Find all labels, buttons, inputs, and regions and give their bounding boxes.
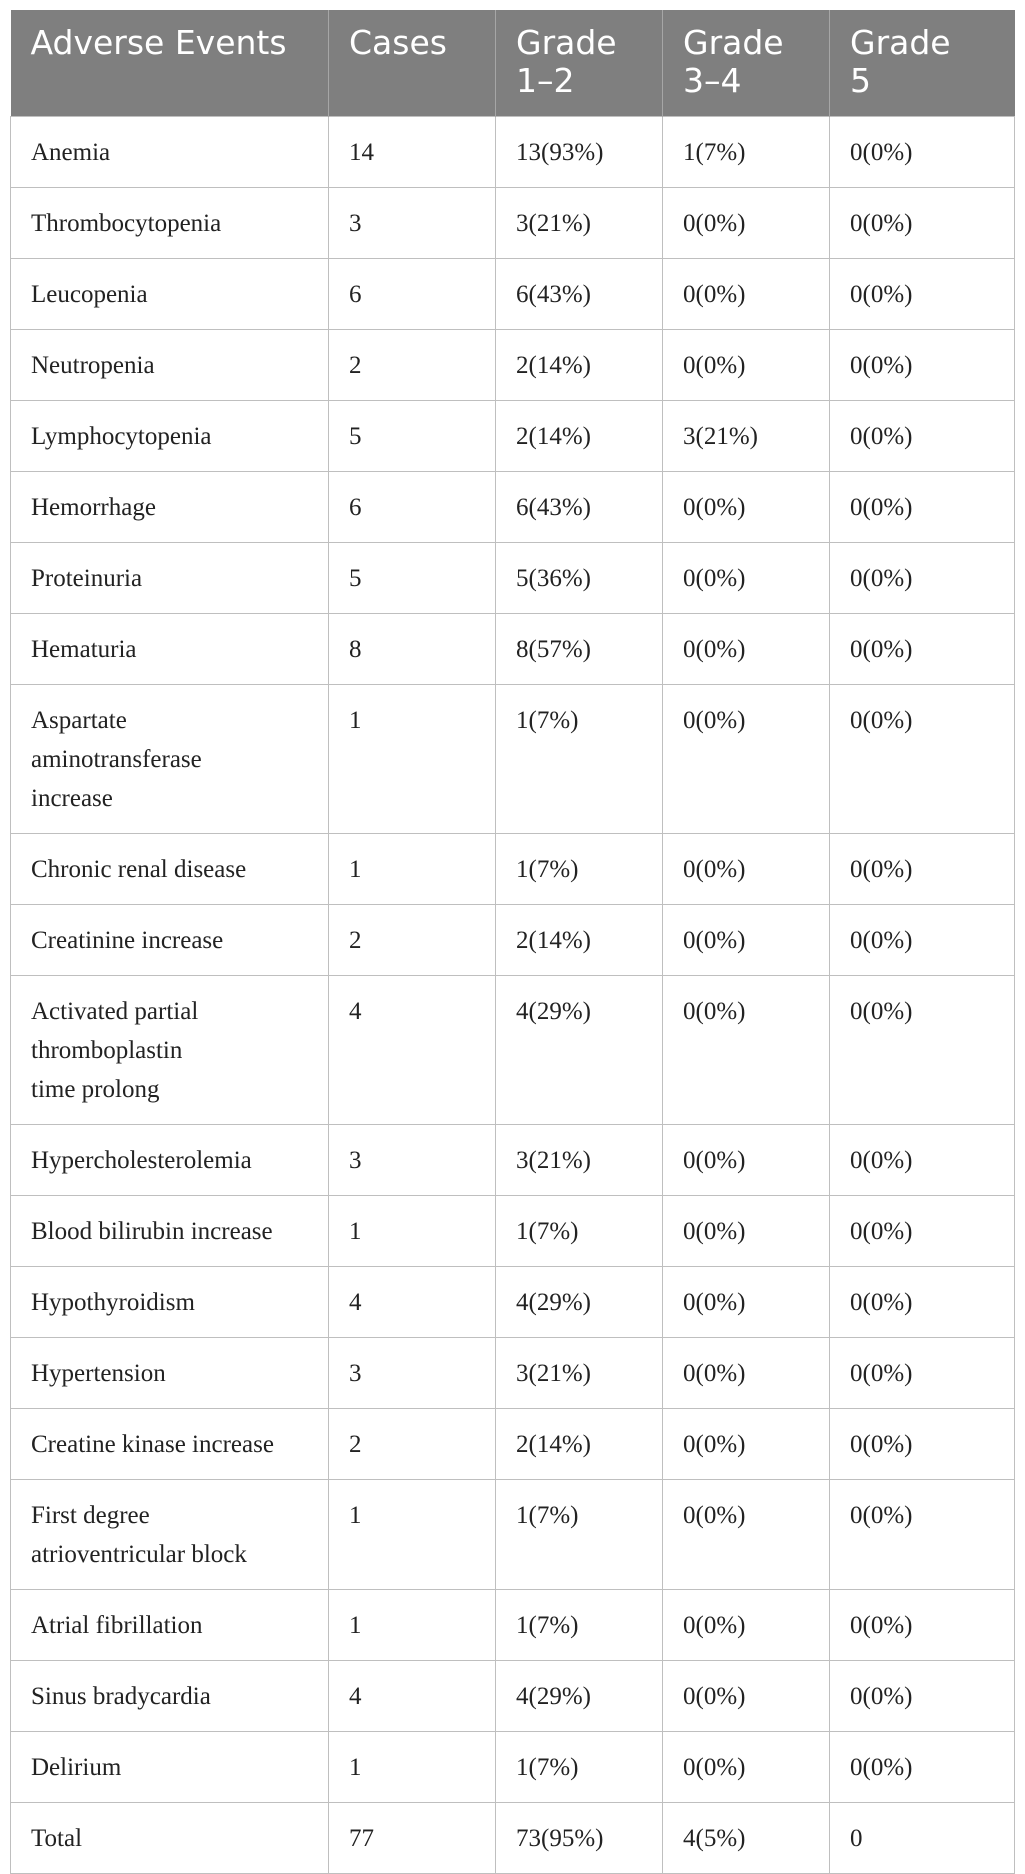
cases-count: 1 (329, 1196, 496, 1267)
grade-3-4-value: 0(0%) (663, 685, 830, 834)
header-cases: Cases (329, 10, 496, 117)
grade-5-value: 0(0%) (830, 834, 1015, 905)
cases-count: 1 (329, 1732, 496, 1803)
cases-count: 77 (329, 1803, 496, 1874)
grade-1-2-value: 1(7%) (496, 685, 663, 834)
adverse-event-name: Hypercholesterolemia (11, 1125, 329, 1196)
grade-5-value: 0(0%) (830, 1267, 1015, 1338)
grade-5-value: 0(0%) (830, 543, 1015, 614)
table-row (11, 188, 1015, 259)
adverse-event-name: Hematuria (11, 614, 329, 685)
table-row (11, 1732, 1015, 1803)
adverse-event-name: Neutropenia (11, 330, 329, 401)
cases-count: 6 (329, 472, 496, 543)
adverse-event-name: Anemia (11, 117, 329, 188)
grade-3-4-value: 0(0%) (663, 1590, 830, 1661)
grade-1-2-value: 1(7%) (496, 1480, 663, 1590)
grade-5-value: 0(0%) (830, 1338, 1015, 1409)
grade-5-value: 0(0%) (830, 1590, 1015, 1661)
grade-3-4-value: 0(0%) (663, 1480, 830, 1590)
grade-3-4-value: 0(0%) (663, 259, 830, 330)
grade-1-2-value: 2(14%) (496, 401, 663, 472)
cases-count: 5 (329, 543, 496, 614)
grade-3-4-value: 0(0%) (663, 1196, 830, 1267)
grade-1-2-value: 1(7%) (496, 1732, 663, 1803)
grade-5-value: 0(0%) (830, 401, 1015, 472)
grade-5-value: 0(0%) (830, 1661, 1015, 1732)
cases-count: 8 (329, 614, 496, 685)
cases-count: 4 (329, 976, 496, 1125)
grade-5-value: 0(0%) (830, 1196, 1015, 1267)
table-row (11, 1590, 1015, 1661)
grade-5-value: 0(0%) (830, 976, 1015, 1125)
adverse-event-name: Hypothyroidism (11, 1267, 329, 1338)
adverse-event-name: Proteinuria (11, 543, 329, 614)
table-row (11, 543, 1015, 614)
grade-3-4-value: 0(0%) (663, 976, 830, 1125)
grade-5-value: 0(0%) (830, 1125, 1015, 1196)
grade-3-4-value: 0(0%) (663, 1409, 830, 1480)
adverse-event-name: Blood bilirubin increase (11, 1196, 329, 1267)
grade-5-value: 0(0%) (830, 1480, 1015, 1590)
grade-5-value: 0 (830, 1803, 1015, 1874)
adverse-event-name: Hypertension (11, 1338, 329, 1409)
grade-3-4-value: 0(0%) (663, 330, 830, 401)
grade-1-2-value: 4(29%) (496, 1661, 663, 1732)
cases-count: 6 (329, 259, 496, 330)
adverse-events-table-container (10, 10, 1014, 1874)
grade-1-2-value: 5(36%) (496, 543, 663, 614)
adverse-event-name: Creatinine increase (11, 905, 329, 976)
grade-1-2-value: 13(93%) (496, 117, 663, 188)
adverse-events-table (10, 10, 1015, 1874)
cases-count: 2 (329, 1409, 496, 1480)
grade-1-2-value: 4(29%) (496, 1267, 663, 1338)
adverse-event-name: Hemorrhage (11, 472, 329, 543)
table-row (11, 401, 1015, 472)
cases-count: 4 (329, 1267, 496, 1338)
grade-1-2-value: 3(21%) (496, 1125, 663, 1196)
grade-1-2-value: 6(43%) (496, 472, 663, 543)
adverse-event-name: Sinus bradycardia (11, 1661, 329, 1732)
table-body (11, 117, 1015, 1874)
header-adverse-events: Adverse Events (11, 10, 329, 117)
grade-3-4-value: 0(0%) (663, 188, 830, 259)
grade-3-4-value: 3(21%) (663, 401, 830, 472)
table-header-row (11, 10, 1015, 117)
cases-count: 2 (329, 330, 496, 401)
header-grade-1-2: Grade 1–2 (496, 10, 663, 117)
grade-5-value: 0(0%) (830, 1732, 1015, 1803)
grade-1-2-value: 6(43%) (496, 259, 663, 330)
grade-3-4-value: 0(0%) (663, 1661, 830, 1732)
adverse-event-name: First degree atrioventricular block (11, 1480, 329, 1590)
adverse-event-name: Chronic renal disease (11, 834, 329, 905)
table-row (11, 685, 1015, 834)
grade-5-value: 0(0%) (830, 472, 1015, 543)
cases-count: 3 (329, 188, 496, 259)
grade-1-2-value: 2(14%) (496, 905, 663, 976)
grade-3-4-value: 0(0%) (663, 1338, 830, 1409)
table-row (11, 1196, 1015, 1267)
grade-1-2-value: 3(21%) (496, 188, 663, 259)
grade-1-2-value: 1(7%) (496, 1590, 663, 1661)
table-row (11, 1409, 1015, 1480)
grade-3-4-value: 0(0%) (663, 834, 830, 905)
table-row (11, 1338, 1015, 1409)
grade-3-4-value: 0(0%) (663, 614, 830, 685)
table-row (11, 1267, 1015, 1338)
grade-3-4-value: 0(0%) (663, 543, 830, 614)
table-row (11, 834, 1015, 905)
cases-count: 3 (329, 1338, 496, 1409)
adverse-event-name: Lymphocytopenia (11, 401, 329, 472)
grade-5-value: 0(0%) (830, 188, 1015, 259)
table-row (11, 259, 1015, 330)
adverse-event-name: Creatine kinase increase (11, 1409, 329, 1480)
grade-1-2-value: 2(14%) (496, 330, 663, 401)
grade-5-value: 0(0%) (830, 685, 1015, 834)
grade-3-4-value: 4(5%) (663, 1803, 830, 1874)
grade-3-4-value: 0(0%) (663, 1267, 830, 1338)
table-row (11, 1480, 1015, 1590)
header-grade-5: Grade 5 (830, 10, 1015, 117)
grade-3-4-value: 0(0%) (663, 1125, 830, 1196)
grade-1-2-value: 73(95%) (496, 1803, 663, 1874)
table-row (11, 330, 1015, 401)
adverse-event-name: Thrombocytopenia (11, 188, 329, 259)
grade-5-value: 0(0%) (830, 259, 1015, 330)
adverse-event-name: Activated partial thromboplastin time prolong (11, 976, 329, 1125)
cases-count: 4 (329, 1661, 496, 1732)
adverse-event-name: Delirium (11, 1732, 329, 1803)
table-row (11, 614, 1015, 685)
grade-5-value: 0(0%) (830, 1409, 1015, 1480)
cases-count: 3 (329, 1125, 496, 1196)
table-row (11, 905, 1015, 976)
header-grade-3-4: Grade 3–4 (663, 10, 830, 117)
adverse-event-name: Leucopenia (11, 259, 329, 330)
table-row (11, 117, 1015, 188)
table-row (11, 472, 1015, 543)
grade-5-value: 0(0%) (830, 117, 1015, 188)
grade-1-2-value: 1(7%) (496, 834, 663, 905)
grade-3-4-value: 0(0%) (663, 1732, 830, 1803)
grade-1-2-value: 1(7%) (496, 1196, 663, 1267)
grade-1-2-value: 3(21%) (496, 1338, 663, 1409)
grade-1-2-value: 8(57%) (496, 614, 663, 685)
adverse-event-name: Total (11, 1803, 329, 1874)
table-row (11, 1661, 1015, 1732)
grade-3-4-value: 0(0%) (663, 905, 830, 976)
adverse-event-name: Aspartate aminotransferase increase (11, 685, 329, 834)
grade-3-4-value: 1(7%) (663, 117, 830, 188)
cases-count: 2 (329, 905, 496, 976)
adverse-event-name: Atrial fibrillation (11, 1590, 329, 1661)
cases-count: 1 (329, 1480, 496, 1590)
grade-1-2-value: 2(14%) (496, 1409, 663, 1480)
table-row (11, 1803, 1015, 1874)
cases-count: 5 (329, 401, 496, 472)
grade-5-value: 0(0%) (830, 330, 1015, 401)
cases-count: 14 (329, 117, 496, 188)
cases-count: 1 (329, 1590, 496, 1661)
grade-5-value: 0(0%) (830, 905, 1015, 976)
grade-1-2-value: 4(29%) (496, 976, 663, 1125)
table-row (11, 976, 1015, 1125)
cases-count: 1 (329, 685, 496, 834)
grade-3-4-value: 0(0%) (663, 472, 830, 543)
table-row (11, 1125, 1015, 1196)
cases-count: 1 (329, 834, 496, 905)
grade-5-value: 0(0%) (830, 614, 1015, 685)
